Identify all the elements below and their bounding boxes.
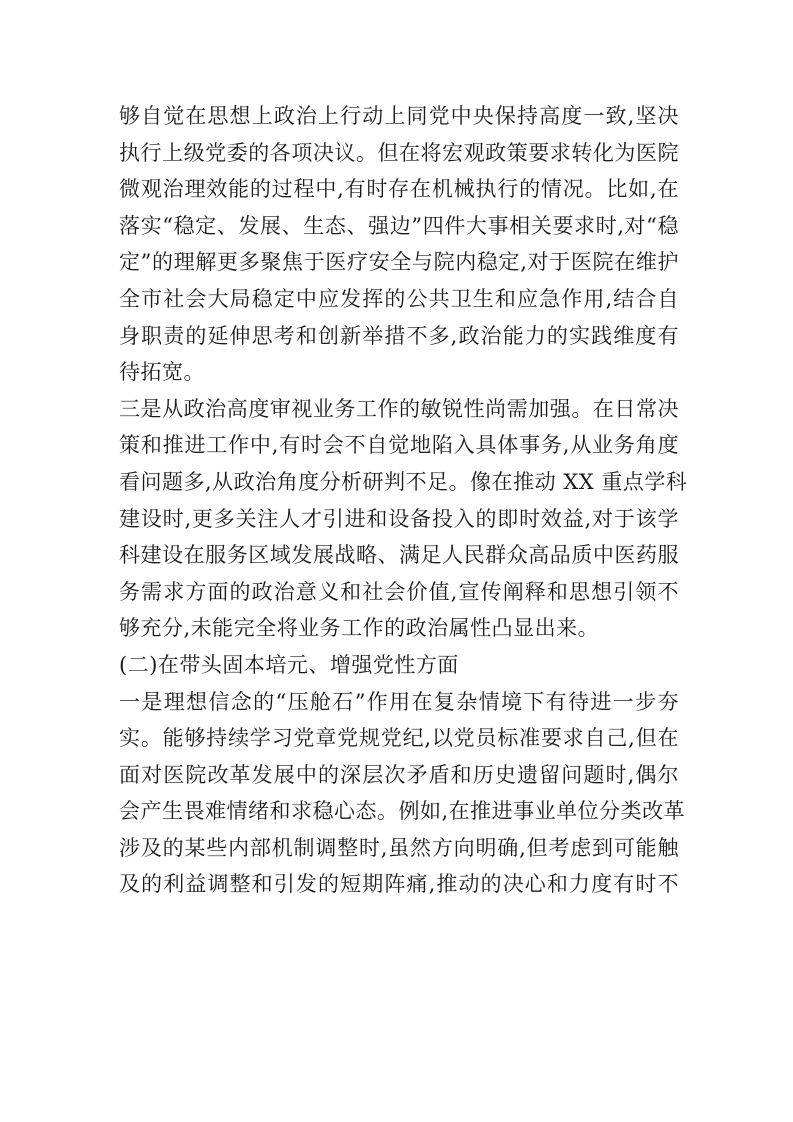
text-line: 面对医院改革发展中的深层次矛盾和历史遗留问题时,偶尔	[119, 762, 679, 787]
paragraph-political-execution	[119, 98, 679, 391]
text-line: 身职责的延伸思考和创新举措不多,政治能力的实践维度有	[119, 323, 679, 348]
text-line: 够自觉在思想上政治上行动上同党中央保持高度一致,坚决	[119, 104, 679, 128]
document-body	[119, 98, 688, 903]
text-line: 三是从政治高度审视业务工作的敏锐性尚需加强。在日常决	[119, 396, 679, 421]
text-line: 会产生畏难情绪和求稳心态。例如,在推进事业单位分类改革	[119, 799, 686, 824]
text-line: 待拓宽。	[119, 360, 205, 385]
text-line: 微观治理效能的过程中,有时存在机械执行的情况。比如,在	[119, 177, 679, 202]
text-line: 执行上级党委的各项决议。但在将宏观政策要求转化为医院	[119, 140, 679, 165]
text-line: 全市社会大局稳定中应发挥的公共卫生和应急作用,结合自	[119, 286, 679, 311]
text-line: 实。能够持续学习党章党规党纪,以党员标准要求自己,但在	[119, 726, 679, 751]
text-line: 够充分,未能完全将业务工作的政治属性凸显出来。	[119, 616, 600, 641]
text-line: 涉及的某些内部机制调整时,虽然方向明确,但考虑到可能触	[119, 835, 679, 860]
paragraph-political-sensitivity	[119, 391, 688, 647]
paragraph-ideals-beliefs	[119, 684, 686, 904]
section-heading: (二)在带头固本培元、增强党性方面	[119, 652, 459, 677]
text-line: 落实“稳定、发展、生态、强边”四件大事相关要求时,对“稳	[119, 213, 679, 238]
text-line: 策和推进工作中,有时会不自觉地陷入具体事务,从业务角度	[119, 433, 679, 458]
text-line: 建设时,更多关注人才引进和设备投入的即时效益,对于该学	[119, 506, 679, 531]
text-line: 一是理想信念的“压舱石”作用在复杂情境下有待进一步夯	[119, 689, 679, 714]
text-line: 看问题多,从政治角度分析研判不足。像在推动 XX 重点学科	[119, 469, 688, 494]
text-line: 定”的理解更多聚焦于医疗安全与院内稳定,对于医院在维护	[119, 250, 679, 275]
text-line: 务需求方面的政治意义和社会价值,宣传阐释和思想引领不	[119, 579, 679, 604]
text-line: 科建设在服务区域发展战略、满足人民群众高品质中医药服	[119, 543, 679, 568]
text-line: 及的利益调整和引发的短期阵痛,推动的决心和力度有时不	[119, 872, 679, 897]
